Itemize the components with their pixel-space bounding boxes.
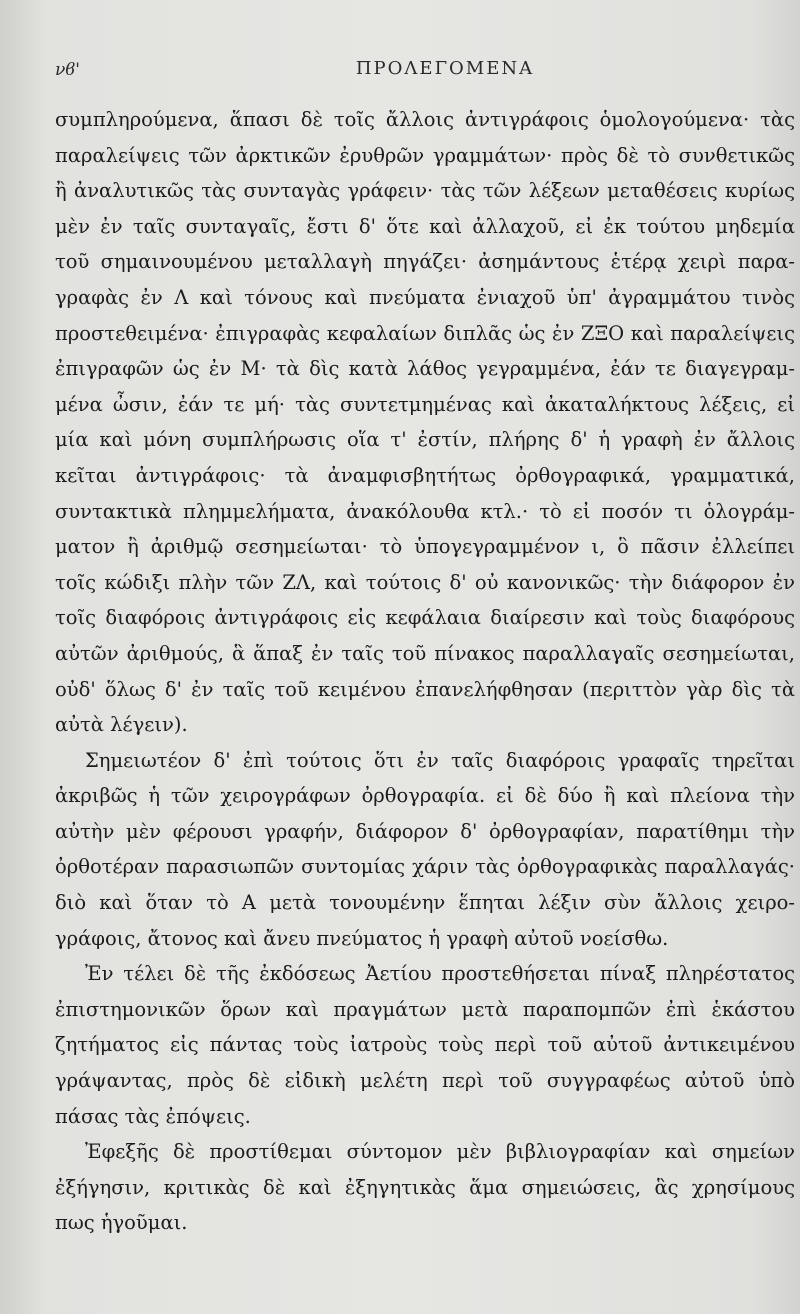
text-line: συμπληρούμενα, ἅπασι δὲ τοῖς ἄλλοις ἀντιγράφοις ὁμολογούμενα· τὰς	[55, 108, 795, 131]
text-line: μένα ὦσιν, ἐάν τε μή· τὰς συντετμημένας καὶ ἀκαταλήκτους λέξεις, εἰ	[55, 392, 795, 416]
text-line: ἐπιστημονικῶν ὅρων καὶ πραγμάτων μετὰ παραπομπῶν ἐπὶ ἑκάστου	[55, 997, 795, 1021]
text-line: ἐξήγησιν, κριτικὰς δὲ καὶ ἐξηγητικὰς ἅμα σημειώσεις, ἃς χρησίμους	[55, 1175, 795, 1199]
text-line: τοῖς κώδιξι πλὴν τῶν ΖΛ, καὶ τούτοις δ' οὐ κανονικῶς· τὴν διάφορον ἐν	[55, 570, 795, 594]
text-line: ἀκριβῶς ἡ τῶν χειρογράφων ὀρθογραφία. εἰ δὲ δύο ἢ καὶ πλείονα τὴν	[55, 784, 795, 808]
running-title: ΠΡΟΛΕΓΟΜΕΝΑ	[355, 58, 535, 79]
body-text	[55, 102, 795, 1241]
text-line: ὀρθοτέραν παρασιωπῶν συντομίας χάριν τὰς ὀρθογραφικὰς παραλλαγάς·	[55, 855, 795, 879]
text-line: διὸ καὶ ὅταν τὸ Α μετὰ τονουμένην ἕπηται λέξιν σὺν ἄλλοις χειρο-	[55, 891, 795, 915]
text-line: τοῦ σημαινουμένου μεταλλαγὴ πηγάζει· ἀσημάντους ἑτέρᾳ χειρὶ παρα-	[55, 250, 795, 274]
text-line: ματον ἢ ἀριθμῷ σεσημείωται· τὸ ὑπογεγραμμένον ι, ὃ πᾶσιν ἐλλείπει	[55, 535, 795, 559]
text-line: συντακτικὰ πλημμελήματα, ἀνακόλουθα κτλ.· τὸ εἰ ποσόν τι ὁλογράμ-	[55, 499, 795, 523]
text-line: πως ἡγοῦμαι.	[55, 1211, 188, 1235]
text-line: ἐπιγραφῶν ὡς ἐν Μ· τὰ δὶς κατὰ λάθος γεγραμμένα, ἐάν τε διαγεγραμ-	[55, 357, 795, 381]
text-line: αὐτῶν ἀριθμούς, ἃ ἅπαξ ἐν ταῖς τοῦ πίνακος παραλλαγαῖς σεσημείωται,	[55, 641, 795, 665]
text-line: αὐτὰ λέγειν).	[55, 713, 188, 737]
text-line: ζητήματος εἰς πάντας τοὺς ἰατροὺς τοὺς περὶ τοῦ αὐτοῦ ἀντικειμένου	[55, 1033, 795, 1057]
page-header	[55, 56, 780, 86]
text-line: γραφὰς ἐν Λ καὶ τόνους καὶ πνεύματα ἐνιαχοῦ ὑπ' ἀγραμμάτου τινὸς	[55, 285, 795, 309]
text-line: τοῖς διαφόροις ἀντιγράφοις εἰς κεφάλαια διαίρεσιν καὶ τοὺς διαφόρους	[55, 606, 795, 630]
text-line: Ἐφεξῆς δὲ προστίθεμαι σύντομον μὲν βιβλιογραφίαν καὶ σημείων	[85, 1140, 795, 1164]
text-line: μία καὶ μόνη συμπλήρωσις οἵα τ' ἐστίν, πλήρης δ' ἡ γραφὴ ἐν ἄλλοις	[55, 428, 795, 452]
text-line: παραλείψεις τῶν ἀρκτικῶν ἐρυθρῶν γραμμάτων· πρὸς δὲ τὸ συνθετικῶς	[55, 143, 795, 167]
text-line: γράφοις, ἄτονος καὶ ἄνευ πνεύματος ἡ γραφὴ αὐτοῦ νοείσθω.	[55, 926, 669, 950]
page-number: νϐ'	[55, 60, 80, 80]
text-line: πάσας τὰς ἐπόψεις.	[55, 1104, 251, 1128]
text-line: ἢ ἀναλυτικῶς τὰς συνταγὰς γράφειν· τὰς τῶν λέξεων μεταθέσεις κυρίως	[55, 179, 795, 203]
text-line: Σημειωτέον δ' ἐπὶ τούτοις ὅτι ἐν ταῖς διαφόροις γραφαῖς τηρεῖται	[85, 748, 795, 772]
text-line: γράψαντας, πρὸς δὲ εἰδικὴ μελέτη περὶ τοῦ συγγραφέως αὐτοῦ ὑπὸ	[55, 1069, 795, 1093]
text-line: οὐδ' ὅλως δ' ἐν ταῖς τοῦ κειμένου ἐπανελήφθησαν (περιττὸν γὰρ δὶς τὰ	[55, 677, 795, 701]
text-line: κεῖται ἀντιγράφοις· τὰ ἀναμφισβητήτως ὀρθογραφικά, γραμματικά,	[55, 463, 795, 487]
text-line: μὲν ἐν ταῖς συνταγαῖς, ἔστι δ' ὅτε καὶ ἀλλαχοῦ, εἰ ἐκ τούτου μηδεμία	[55, 214, 795, 238]
text-line: Ἐν τέλει δὲ τῆς ἐκδόσεως Ἀετίου προστεθήσεται πίναξ πληρέστατος	[85, 962, 795, 986]
text-line: αὐτὴν μὲν φέρουσι γραφήν, διάφορον δ' ὀρθογραφίαν, παρατίθημι τὴν	[55, 819, 795, 843]
text-line: προστεθειμένα· ἐπιγραφὰς κεφαλαίων διπλᾶς ὡς ἐν ΖΞΟ καὶ παραλείψεις	[55, 321, 795, 345]
